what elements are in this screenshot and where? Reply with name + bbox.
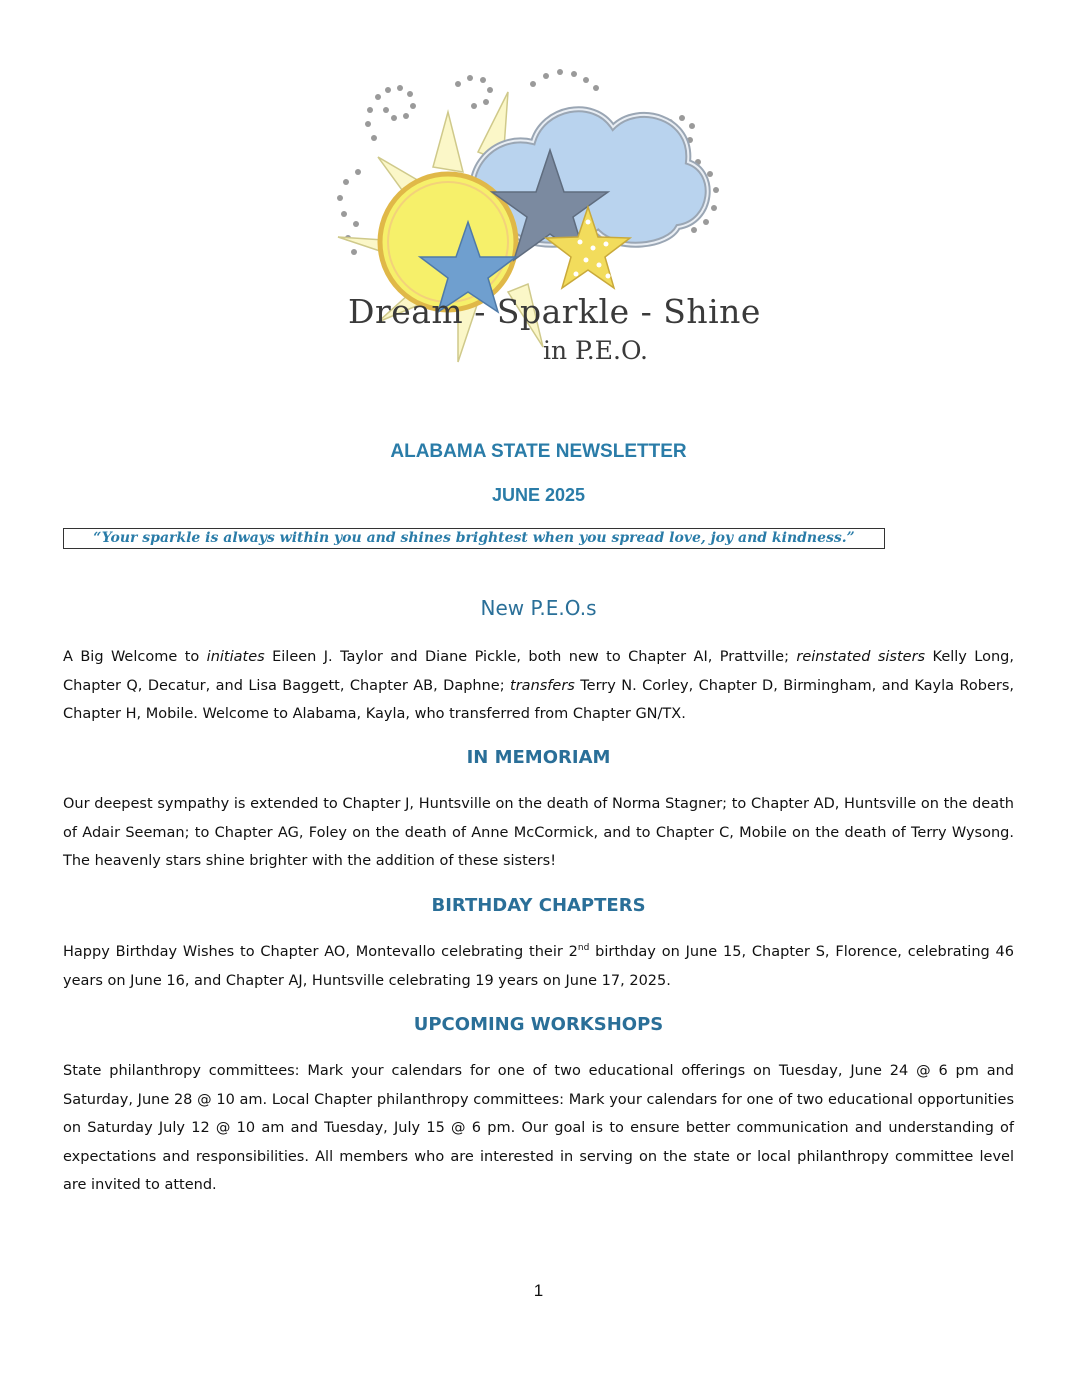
page-number: 1 bbox=[533, 1281, 544, 1300]
logo-tagline: Dream - Sparkle - Shine bbox=[348, 292, 761, 331]
new-peos-paragraph: A Big Welcome to initiates Eileen J. Taylor and Diane Pickle, both new to Chapter AI, Prattville; reinstated sisters Kelly Long, Chapter Q, Decatur, and Lisa Baggett, Chapter AB, Daphne; transfers Terry N. Corley, Chapter D, Birmingham, and Kayla Robers, Chapter H, Mobile. Welcome to Alabama, Kayla, who transferred from Chapter GN/TX. bbox=[63, 649, 1014, 723]
section-heading-new-peos: New P.E.O.s bbox=[480, 596, 597, 620]
quote-box: “Your sparkle is always within you and shines brightest when you spread love, joy and kindness.” bbox=[63, 528, 885, 549]
newsletter-date: JUNE 2025 bbox=[491, 485, 586, 505]
newsletter-title: ALABAMA STATE NEWSLETTER bbox=[390, 441, 687, 462]
section-heading-in-memoriam: IN MEMORIAM bbox=[466, 747, 611, 768]
logo-subtagline: in P.E.O. bbox=[543, 336, 648, 365]
section-heading-birthday-chapters: BIRTHDAY CHAPTERS bbox=[431, 895, 646, 916]
birthday-paragraph: Happy Birthday Wishes to Chapter AO, Montevallo celebrating their 2nd birthday on June 15, Chapter S, Florence, celebrating 46 years on June 16, and Chapter AJ, Huntsville celebrating 19 years on June 17, 2025. bbox=[63, 943, 1015, 989]
workshops-paragraph: State philanthropy committees: Mark your calendars for one of two educational offerings on Tuesday, June 24 @ 6 pm and Saturday, June 28 @ 10 am. Local Chapter philanthropy committees: Mark your calendars for one of two educational opportunities on Saturday July 12 @ 10 am and Tuesday, July 15 @ 6 pm. Our goal is to ensure better communication and understanding of expectations and responsibilities. All members who are interested in serving on the state or local philanthropy committee level are invited to attend. bbox=[63, 1063, 1014, 1194]
memoriam-paragraph: Our deepest sympathy is extended to Chapter J, Huntsville on the death of Norma Stagner; to Chapter AD, Huntsville on the death of Adair Seeman; to Chapter AG, Foley on the death of Anne McCormick, and to Chapter C, Mobile on the death of Terry Wysong. The heavenly stars shine brighter with the addition of these sisters! bbox=[63, 796, 1014, 870]
section-heading-upcoming-workshops: UPCOMING WORKSHOPS bbox=[413, 1014, 664, 1035]
